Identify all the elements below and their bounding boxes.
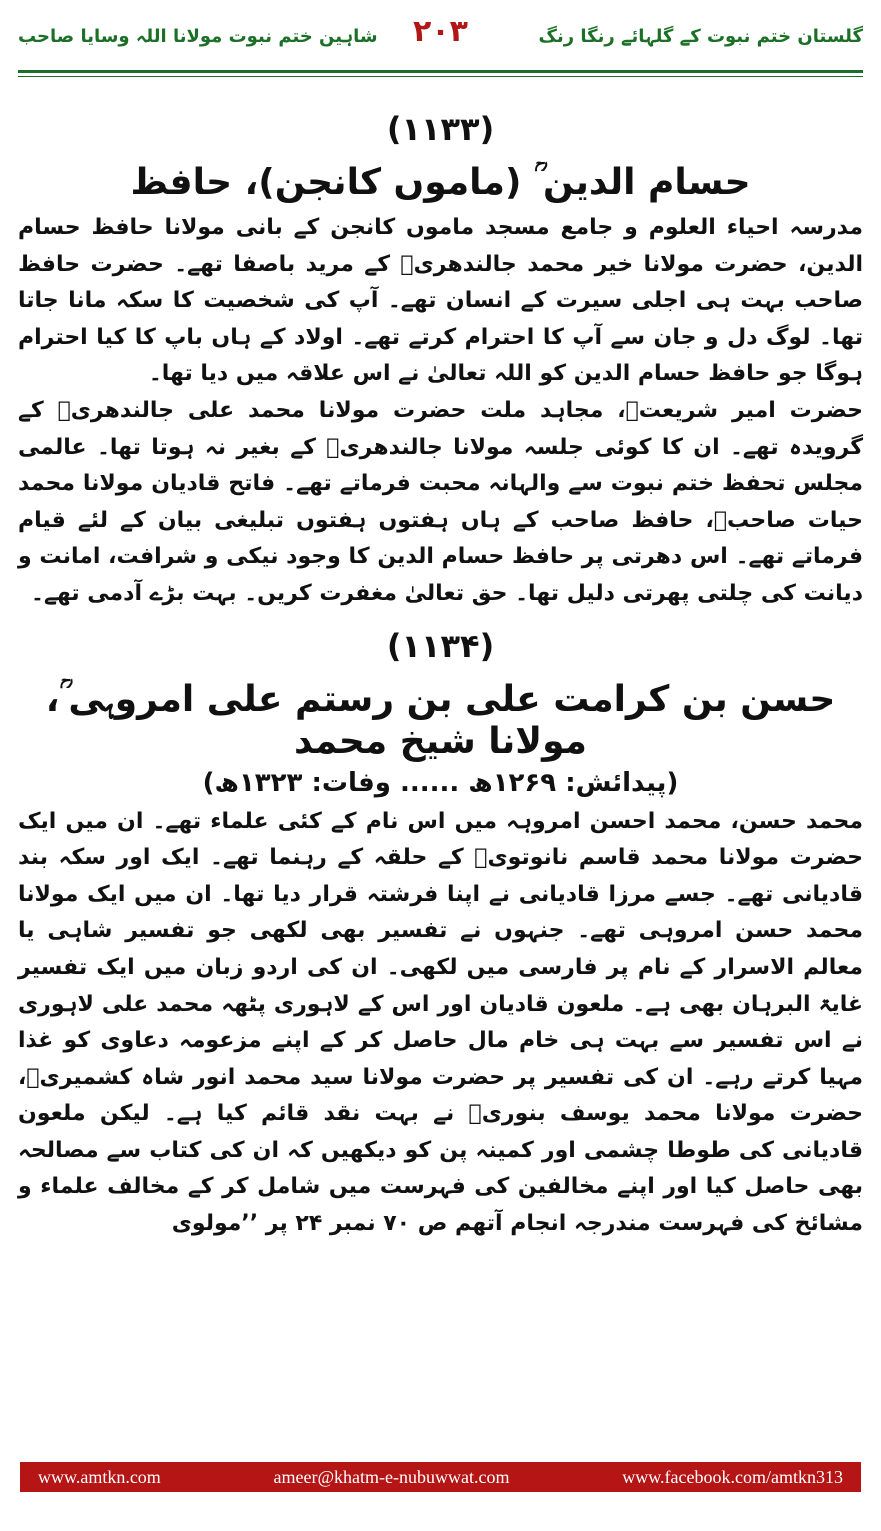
entry-number: (۱۱۳۴): [386, 626, 495, 665]
author-title: شاہین ختم نبوت مولانا اللہ وسایا صاحب: [18, 26, 378, 47]
page-header: [18, 8, 863, 72]
paragraph: محمد حسن، محمد احسن امروہہ میں اس نام کے کئی علماء تھے۔ ان میں ایک حضرت مولانا محمد قاسم نانوتویؒ کے حلقہ کے رہنما تھے۔ ایک اور سکہ بند قادیانی تھے۔ جسے مرزا قادیانی نے اپنا فرشتہ قرار دیا تھا۔ ان میں ایک مولانا محمد حسن امروہی تھے۔ جنہوں نے تفسیر بھی لکھی جو تفسیر شاہی یا معالم الاسرار کے نام پر فارسی میں لکھی۔ ان کی اردو زبان میں ایک تفسیر غایۃ البرہان بھی ہے۔ ملعون قادیان اور اس کے لاہوری پٹھہ محمد علی لاہوری نے اس تفسیر سے بہت ہی خام مال حاصل کر کے اپنے مزعومہ دعاوی کو غذا مہیا کرتے رہے۔ ان کی تفسیر پر حضرت مولانا سید محمد انور شاہ کشمیریؒ، حضرت مولانا محمد یوسف بنوریؒ نے بہت نقد قائم کیا ہے۔ لیکن ملعون قادیانی کی طوطا چشمی اور کمینہ پن کو دیکھیں کہ ان کی کتاب سے مصالحہ بھی حاصل کیا اور اپنے مخالفین کی فہرست میں شامل کر کے مخالف علماء و مشائخ کی فہرست مندرجہ انجام آتھم ص ۷۰ نمبر ۲۴ پر ’’مولوی: [18, 808, 863, 1237]
entry-title: حسام الدین ؒ (ماموں کانجن)، حافظ: [130, 162, 751, 203]
header-divider-thin: [18, 76, 863, 77]
email-link[interactable]: ameer@khatm-e-nubuwwat.com: [273, 1466, 510, 1487]
entry-body: [18, 804, 863, 1243]
book-title: گلستان ختم نبوت کے گلہائے رنگا رنگ: [538, 26, 863, 47]
entry-body: [18, 210, 863, 613]
facebook-link[interactable]: www.facebook.com/amtkn313: [622, 1466, 843, 1487]
entry-number: (۱۱۳۳): [386, 110, 495, 148]
paragraph: حضرت امیر شریعتؒ، مجاہد ملت حضرت مولانا محمد علی جالندھریؒ کے گرویدہ تھے۔ ان کا کوئی جلسہ مولانا جالندھریؒ کے بغیر نہ ہوتا تھا۔ عالمی مجلس تحفظ ختم نبوت سے والہانہ محبت فرماتے تھے۔ فاتح قادیان مولانا محمد حیات صاحبؒ، حافظ صاحب کے ہاں ہفتوں ہفتوں تبلیغی بیان کے لئے قیام فرماتے تھے۔ اس دھرتی پر حافظ حسام الدین کا وجود نیکی و شرافت، امانت و دیانت کی چلتی پھرتی دلیل تھا۔ حق تعالیٰ مغفرت کریں۔ بہت بڑے آدمی تھے۔: [18, 397, 863, 606]
entry-1134: [18, 627, 863, 1243]
entry-dates: (پیدائش: ۱۲۶۹ھ ...... وفات: ۱۳۲۳ھ): [202, 767, 679, 798]
entry-title: حسن بن کرامت علی بن رستم علی امروہی ؒ، مولانا شیخ محمد: [45, 678, 836, 762]
page-footer: [20, 1462, 861, 1492]
entry-1133: [18, 110, 863, 613]
spacer: [18, 613, 863, 627]
page-content: [18, 110, 863, 1243]
header-divider: [18, 70, 863, 73]
website-link[interactable]: www.amtkn.com: [38, 1466, 161, 1487]
paragraph: مدرسہ احیاء العلوم و جامع مسجد ماموں کانجن کے بانی مولانا حافظ حسام الدین، حضرت مولانا خیر محمد جالندھریؒ کے مرید باصفا تھے۔ حضرت حافظ صاحب بہت ہی اجلی سیرت کے انسان تھے۔ آپ کی شخصیت کا سکہ مانا جاتا تھا۔ لوگ دل و جان سے آپ کا احترام کرتے تھے۔ اولاد کے ہاں باپ کا کیا احترام ہوگا جو حافظ حسام الدین کو اللہ تعالیٰ نے اس علاقہ میں دیا تھا۔: [18, 215, 863, 387]
page-number: ۲۰۳: [413, 14, 468, 49]
